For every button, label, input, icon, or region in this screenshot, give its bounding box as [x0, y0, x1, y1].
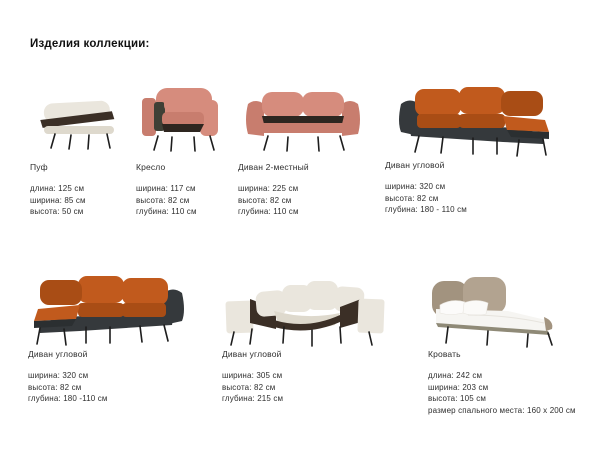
- spec-line: высота: 82 см: [222, 382, 276, 392]
- spec-line: глубина: 110 см: [238, 207, 299, 216]
- corner-sofa-modular-image: [222, 263, 387, 349]
- spec-line: высота: 82 см: [238, 195, 292, 205]
- product-name: Диван 2-местный: [238, 162, 309, 172]
- sofa-2seat-illustration: [238, 78, 368, 162]
- corner-sofa-left-image: [28, 263, 198, 349]
- product-specs: [136, 183, 236, 218]
- product-name: Пуф: [30, 162, 48, 172]
- product-name: Диван угловой: [28, 349, 88, 359]
- spec-line: высота: 105 см: [428, 394, 487, 403]
- product-card-bed: [428, 263, 593, 416]
- product-card-armchair: [136, 78, 236, 218]
- bed-illustration: [428, 263, 593, 349]
- spec-line: высота: 82 см: [28, 382, 82, 392]
- spec-line: глубина: 215 см: [222, 394, 284, 403]
- corner-sofa-right-illustration: [385, 76, 555, 160]
- product-card-corner-sofa-right: [385, 76, 555, 216]
- armchair-image: [136, 78, 236, 162]
- spec-line: ширина: 320 см: [28, 371, 89, 380]
- product-name: Кресло: [136, 162, 166, 172]
- spec-line: глубина: 180 - 110 см: [385, 205, 467, 214]
- spec-line: ширина: 117 см: [136, 184, 196, 193]
- product-specs: [222, 370, 387, 405]
- spec-line: длина: 242 см: [428, 371, 483, 380]
- spec-line: длина: 125 см: [30, 184, 85, 193]
- bed-image: [428, 263, 593, 349]
- armchair-illustration: [136, 78, 236, 162]
- page-title: Изделия коллекции:: [30, 38, 150, 50]
- product-specs: [385, 181, 555, 216]
- product-name: Кровать: [428, 349, 461, 359]
- spec-line: высота: 82 см: [385, 193, 439, 203]
- product-card-corner-sofa-left: [28, 263, 198, 405]
- spec-line: высота: 50 см: [30, 207, 84, 216]
- product-card-corner-sofa-modular: [222, 263, 387, 405]
- product-card-sofa-2seat: [238, 78, 368, 218]
- spec-line: размер спального места: 160 x 200 см: [428, 405, 576, 415]
- spec-line: ширина: 305 см: [222, 371, 283, 380]
- spec-line: глубина: 110 см: [136, 207, 197, 216]
- product-specs: [28, 370, 198, 405]
- product-specs: [238, 183, 368, 218]
- spec-line: ширина: 85 см: [30, 195, 86, 205]
- spec-line: высота: 82 см: [136, 195, 190, 205]
- pouf-illustration: [30, 78, 134, 162]
- corner-sofa-left-illustration: [28, 263, 198, 349]
- spec-line: ширина: 203 см: [428, 382, 489, 392]
- product-specs: [428, 370, 593, 416]
- sofa-2seat-image: [238, 78, 368, 162]
- pouf-image: [30, 78, 134, 162]
- product-card-pouf: [30, 78, 134, 218]
- product-name: Диван угловой: [385, 160, 445, 170]
- spec-line: глубина: 180 -110 см: [28, 394, 108, 403]
- product-name: Диван угловой: [222, 349, 282, 359]
- product-specs: [30, 183, 134, 218]
- spec-line: ширина: 320 см: [385, 182, 446, 191]
- corner-sofa-modular-illustration: [222, 263, 387, 349]
- spec-line: ширина: 225 см: [238, 184, 299, 193]
- corner-sofa-right-image: [385, 76, 555, 160]
